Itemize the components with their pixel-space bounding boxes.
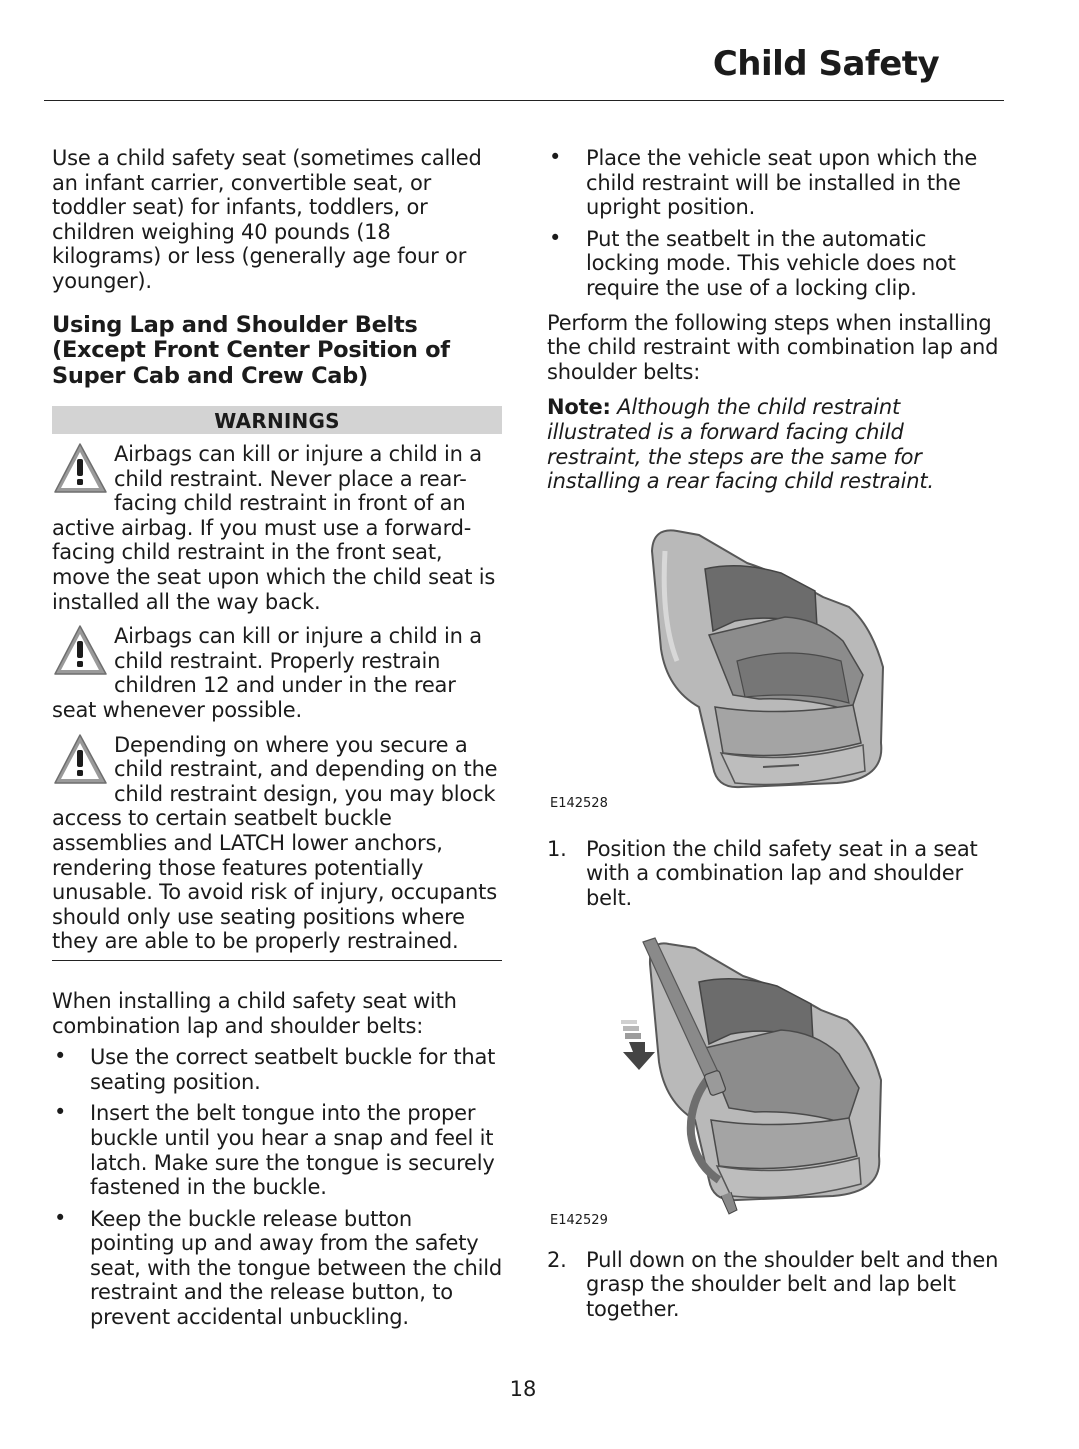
section-subheading: Using Lap and Shoulder Belts (Except Front Center Position of Super Cab and Crew Cab)	[52, 311, 450, 389]
warnings-header: WARNINGS	[52, 406, 502, 434]
left-column	[52, 146, 502, 1330]
note-label: Note:	[547, 395, 611, 420]
warning-triangle-icon	[52, 440, 110, 500]
warning-triangle-icon	[52, 731, 110, 791]
warning-3	[52, 733, 502, 954]
figure-2	[549, 934, 1002, 1234]
warning-3-text: Depending on where you secure a child restraint, and depending on the child restraint design, you may block access to certain seatbelt buckle assemblies and LATCH lower anchors, rendering those features potentially unusable. To avoid risk of injury, occupants should only use seating positions where they are able to be properly restrained.	[52, 732, 498, 954]
step-text: Pull down on the shoulder belt and then grasp the shoulder belt and lap belt together.	[586, 1247, 999, 1321]
warning-triangle-icon	[52, 622, 110, 682]
bullet: •	[549, 225, 562, 250]
warning-1-text: Airbags can kill or injure a child in a child restraint. Never place a rear-facing child restraint in front of an active airbag. If you must use a forward-facing child restraint in the front seat, move the seat upon which the child seat is installed all the way back.	[52, 442, 496, 614]
warning-2	[52, 624, 502, 722]
page-title: Child Safety	[712, 44, 940, 84]
note-paragraph	[547, 395, 1002, 493]
step-number: 1.	[547, 836, 567, 861]
child-seat-belt-illustration	[549, 934, 1004, 1224]
list-item: • Keep the buckle release button pointing up and away from the safety seat, with the tongue between the child restraint and the release button, to prevent accidental unbuckling.	[54, 1205, 502, 1330]
warnings-end-rule	[52, 954, 502, 961]
bullet: •	[54, 1100, 67, 1125]
warning-2-text: Airbags can kill or injure a child in a child restraint. Properly restrain children 12 and under in the rear seat whenever possible.	[52, 624, 482, 722]
warning-1	[52, 442, 502, 614]
figure-1-caption: E142528	[550, 795, 608, 811]
bullet: •	[549, 145, 562, 169]
bullet: •	[54, 1044, 67, 1069]
child-seat-illustration	[549, 521, 1004, 801]
list-item: • Place the vehicle seat upon which the child restraint will be installed in the upright position.	[549, 145, 978, 220]
installing-intro: When installing a child safety seat with combination lap and shoulder belts:	[52, 988, 457, 1038]
step-2	[547, 1248, 1002, 1322]
bullet: •	[54, 1205, 67, 1230]
figure-1	[549, 521, 1002, 821]
list-item: • Put the seatbelt in the automatic locking mode. This vehicle does not require the use of a locking clip.	[549, 225, 956, 300]
note-text: Although the child restraint illustrated is a forward facing child restraint, the steps are the same for installing a rear facing child restraint.	[547, 395, 934, 494]
perform-paragraph: Perform the following steps when installing the child restraint with combination lap and shoulder belts:	[547, 310, 999, 384]
right-column	[547, 146, 1002, 1321]
list-item: • Use the correct seatbelt buckle for that seating position.	[54, 1044, 496, 1094]
list-item: • Insert the belt tongue into the proper buckle until you hear a snap and feel it latch. Make sure the tongue is securely fastened in the buckle.	[54, 1100, 495, 1200]
page-number: 18	[509, 1377, 537, 1401]
step-1	[547, 837, 1002, 911]
step-number: 2.	[547, 1247, 567, 1272]
figure-2-caption: E142529	[550, 1212, 608, 1228]
step-text: Position the child safety seat in a seat with a combination lap and shoulder belt.	[586, 836, 978, 910]
intro-paragraph: Use a child safety seat (sometimes called an infant carrier, convertible seat, or toddler seat) for infants, toddlers, or children weighing 40 pounds (18 kilograms) or less (generally age four or younger).	[52, 146, 482, 293]
title-divider	[44, 100, 1004, 101]
